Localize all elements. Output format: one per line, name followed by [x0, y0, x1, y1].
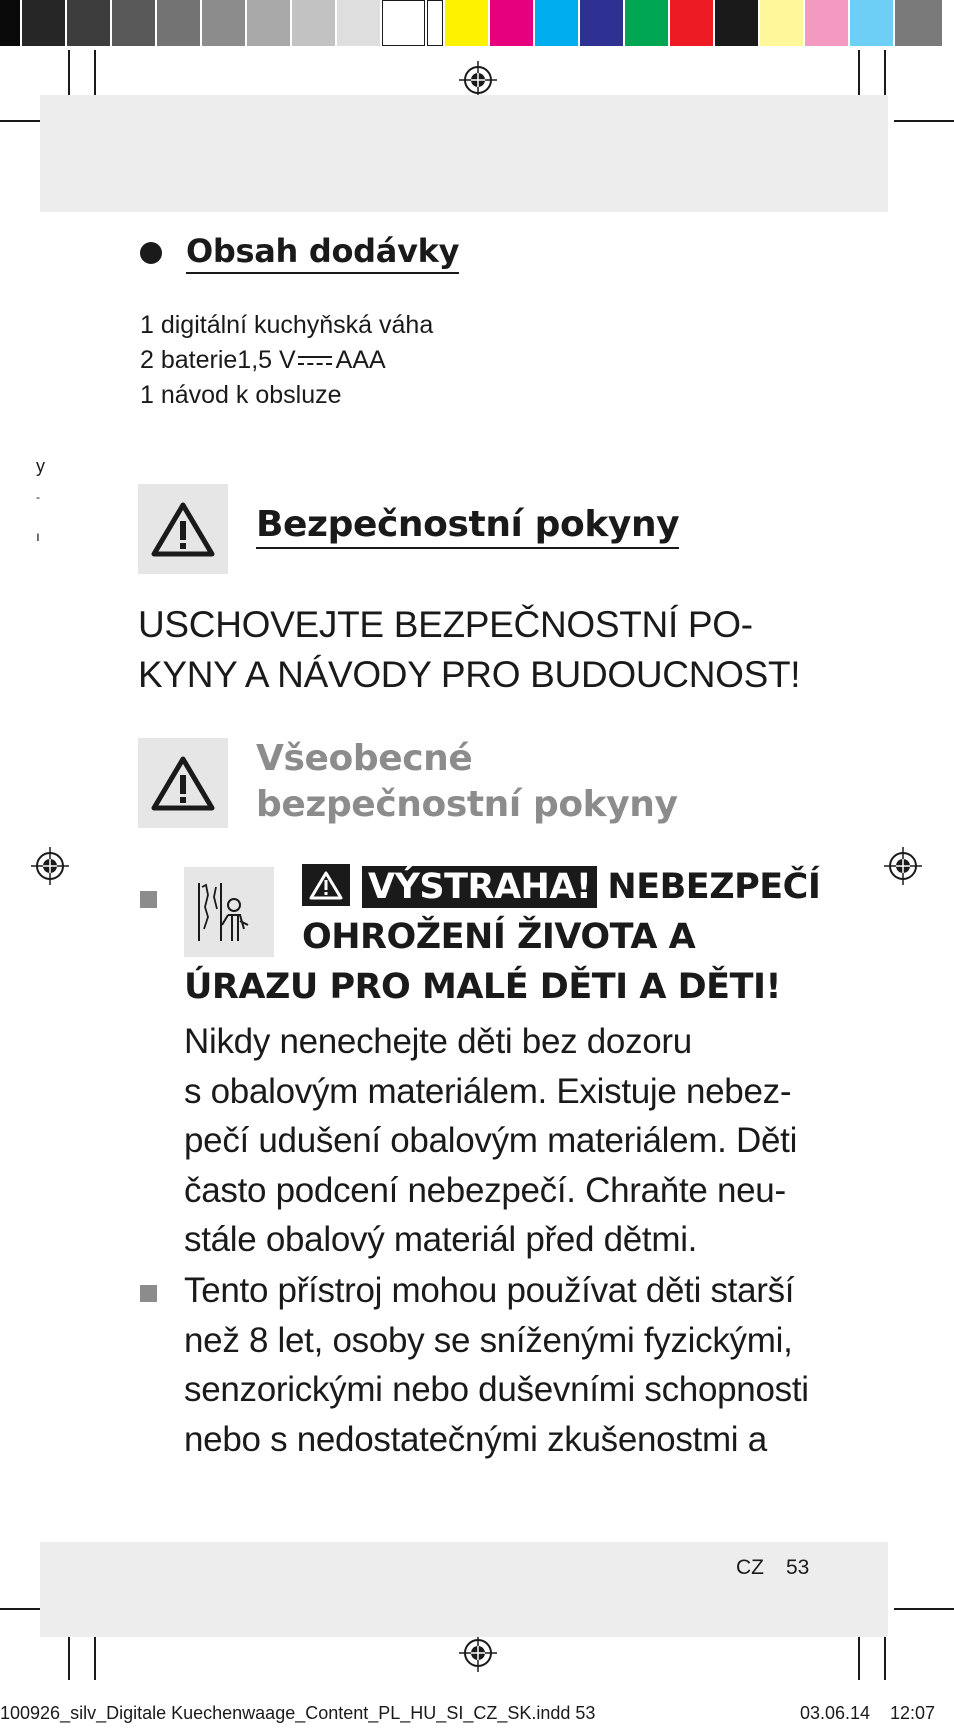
slug-filename: 100926_silv_Digitale Kuechenwaage_Content_PL_HU_SI_CZ_SK.indd 53	[0, 1703, 596, 1723]
body-line: pečí udušení obalovým materiálem. Děti	[184, 1121, 798, 1160]
battery-text: 2 baterie1,5 V	[140, 346, 296, 374]
header-band	[40, 95, 888, 212]
body-line: než 8 let, osoby se sníženými fyzickými,	[184, 1320, 793, 1360]
registration-mark-icon	[31, 847, 69, 885]
registration-mark-icon	[459, 1634, 497, 1672]
crop-mark	[68, 50, 70, 100]
color-swatch	[445, 0, 490, 46]
battery-type: AAA	[335, 346, 386, 374]
warning-line	[302, 866, 820, 909]
crop-mark	[884, 50, 886, 100]
general-safety-heading	[256, 736, 678, 828]
edge-fragment: ı	[36, 528, 40, 544]
delivery-list	[140, 308, 433, 413]
warning-box	[138, 738, 228, 828]
dc-symbol-icon	[298, 354, 332, 368]
usage-body	[184, 1266, 809, 1464]
color-swatch	[490, 0, 535, 46]
crop-mark	[894, 1608, 954, 1610]
color-swatch	[157, 0, 202, 46]
crop-mark	[884, 1630, 886, 1680]
list-bullet-icon	[140, 1285, 157, 1302]
registration-mark-icon	[884, 847, 922, 885]
color-swatch	[67, 0, 112, 46]
delivery-item	[140, 343, 433, 378]
body-line: senzorickými nebo duševními schopnosti	[184, 1370, 809, 1409]
warning-triangle-icon	[309, 870, 343, 900]
warning-title-rest: NEBEZPEČÍ	[607, 867, 821, 907]
body-line: Tento přístroj mohou používat děti starší	[184, 1271, 795, 1310]
delivery-section-title	[140, 232, 459, 274]
warning-badge	[302, 864, 350, 906]
color-swatch	[292, 0, 337, 46]
crop-mark	[858, 1630, 860, 1680]
color-swatch	[760, 0, 805, 46]
general-heading-line: Všeobecné	[256, 738, 473, 779]
delivery-item: 1 digitální kuchyňská váha	[140, 311, 434, 339]
crop-mark	[68, 1630, 70, 1680]
warning-body	[184, 1017, 797, 1265]
crop-mark	[858, 50, 860, 100]
list-bullet-icon	[140, 891, 157, 908]
body-line: stále obalový materiál před dětmi.	[184, 1220, 698, 1259]
color-swatch	[202, 0, 247, 46]
color-swatch	[337, 0, 382, 46]
body-line: často podcení nebezpečí. Chraňte neu-	[184, 1170, 786, 1210]
crop-mark	[894, 120, 954, 122]
color-swatch	[112, 0, 157, 46]
registration-mark-icon	[459, 61, 497, 99]
color-swatch	[625, 0, 670, 46]
warning-label: VÝSTRAHA!	[362, 866, 597, 908]
bullet-dot-icon	[140, 242, 162, 264]
edge-fragment: -	[36, 490, 40, 504]
warning-line: OHROŽENÍ ŽIVOTA A	[302, 917, 696, 957]
delivery-heading: Obsah dodávky	[186, 232, 459, 274]
color-swatch	[22, 0, 67, 46]
color-swatch	[535, 0, 580, 46]
edge-fragment: y	[36, 456, 45, 476]
body-line: nebo s nedostatečnými zkušenostmi a	[184, 1419, 767, 1459]
page-value: 53	[786, 1556, 810, 1579]
general-heading-line: bezpečnostní pokyny	[256, 784, 678, 825]
color-swatch	[670, 0, 715, 46]
crop-mark	[94, 50, 96, 100]
warning-triangle-icon	[151, 755, 215, 811]
language-code: CZ	[736, 1556, 764, 1579]
body-line: s obalovým materiálem. Existuje nebez-	[184, 1071, 792, 1111]
keep-instructions-notice	[138, 600, 800, 700]
warning-box	[138, 484, 228, 574]
page-number	[736, 1556, 831, 1580]
slug-date: 03.06.14	[800, 1703, 871, 1723]
color-swatch	[247, 0, 292, 46]
color-swatch	[382, 0, 427, 46]
color-swatch	[580, 0, 625, 46]
color-swatch	[895, 0, 942, 46]
safety-heading: Bezpečnostní pokyny	[256, 504, 679, 549]
body-line: Nikdy nenechejte děti bez dozoru	[184, 1022, 692, 1061]
child-packaging-icon	[194, 877, 264, 947]
color-calibration-bar	[0, 0, 954, 46]
color-swatch	[427, 0, 445, 46]
color-swatch	[805, 0, 850, 46]
color-swatch	[850, 0, 895, 46]
warning-triangle-icon	[151, 501, 215, 557]
crop-mark	[94, 1630, 96, 1680]
color-swatch	[715, 0, 760, 46]
notice-line: USCHOVEJTE BEZPEČNOSTNÍ PO-	[138, 604, 753, 645]
slug-time: 12:07	[890, 1703, 936, 1723]
color-swatch	[0, 0, 22, 46]
notice-line: KYNY A NÁVODY PRO BUDOUCNOST!	[138, 654, 801, 695]
child-hazard-box	[184, 867, 274, 957]
delivery-item: 1 návod k obsluze	[140, 381, 342, 409]
warning-line: ÚRAZU PRO MALÉ DĚTI A DĚTI!	[184, 967, 781, 1007]
